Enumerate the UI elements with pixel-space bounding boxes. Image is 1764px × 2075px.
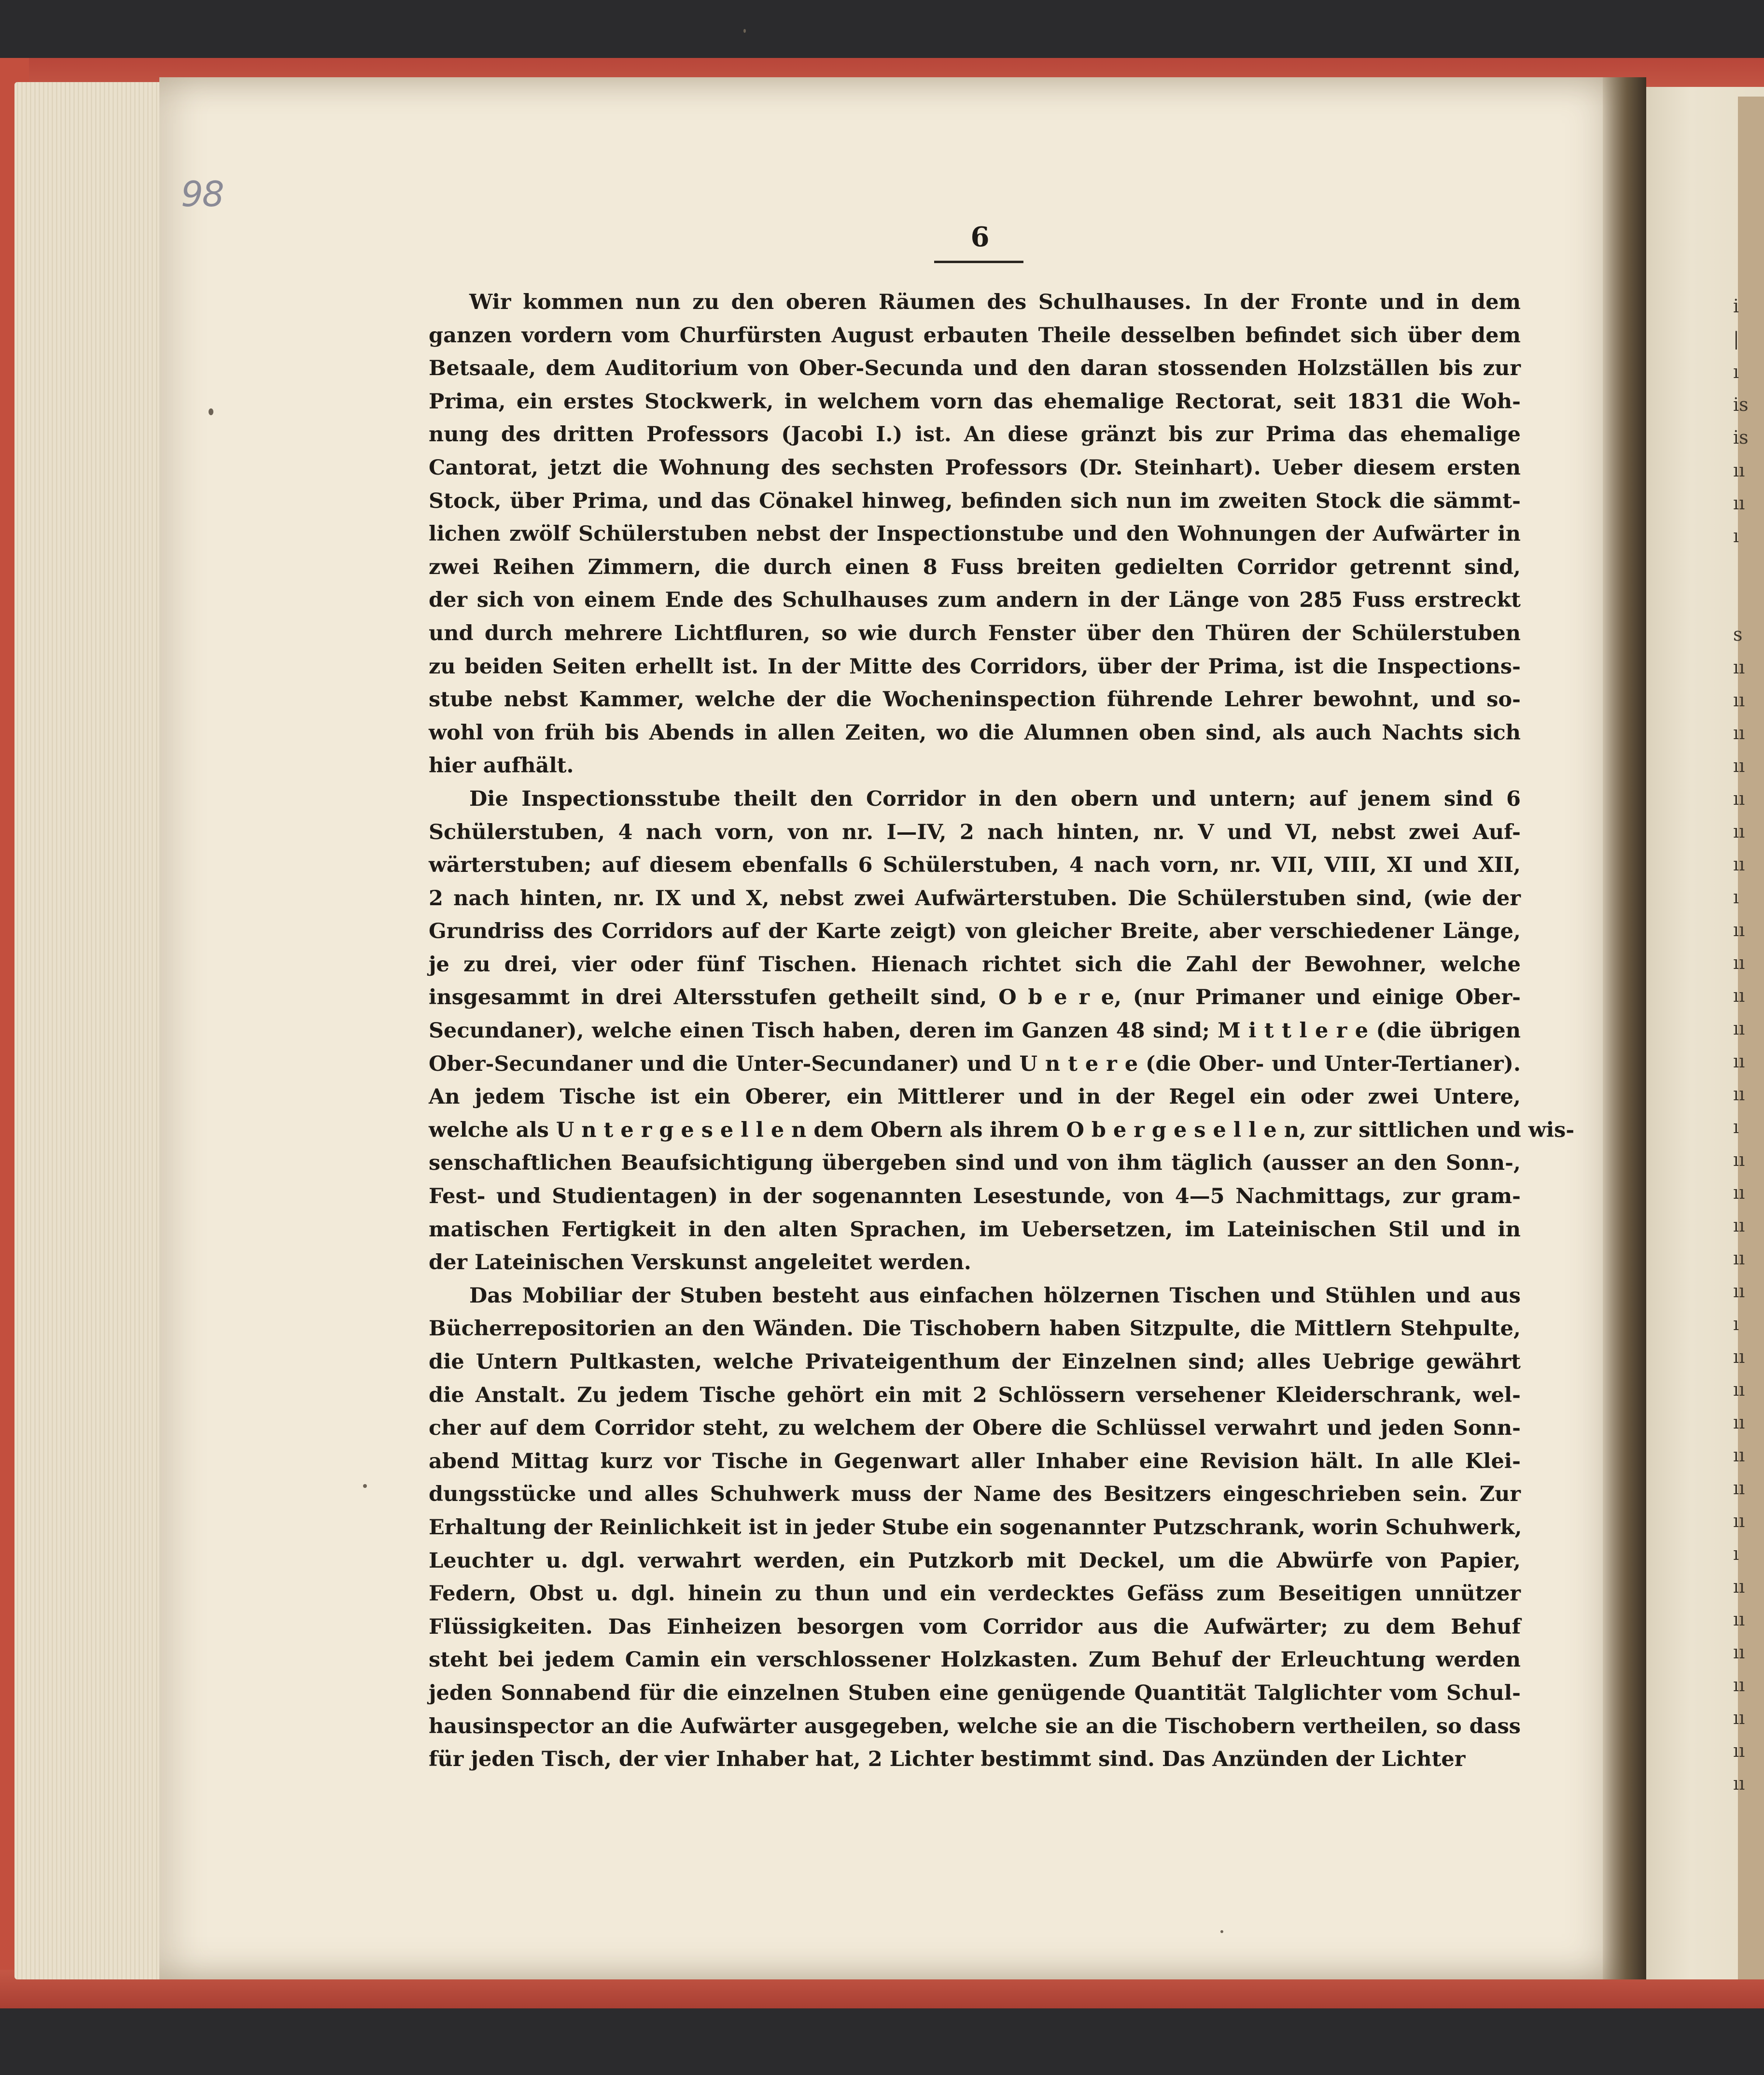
text-line: abend Mittag kurz vor Tische in Gegenwart aller Inhaber eine Revision hält. In alle Klei- bbox=[429, 1449, 1521, 1473]
text-line: zu beiden Seiten erhellt ist. In der Mitte des Corridors, über der Prima, ist die Inspections- bbox=[429, 654, 1521, 679]
text-line: Schülerstuben, 4 nach vorn, von nr. I—IV, 2 nach hinten, nr. V und VI, nebst zwei Auf- bbox=[429, 820, 1521, 844]
text-line: Fest- und Studientagen) in der sogenannten Lesestunde, von 4—5 Nachmittags, zur gram- bbox=[429, 1184, 1521, 1209]
text-line: der sich von einem Ende des Schulhauses zum andern in der Länge von 285 Fuss erstreckt bbox=[429, 588, 1521, 613]
body-text bbox=[429, 286, 1575, 1776]
facing-page-fragment: ıı bbox=[1733, 1182, 1745, 1203]
paragraph-3 bbox=[429, 1279, 1521, 1776]
facing-page-fragment: ıı bbox=[1733, 985, 1745, 1006]
text-line: lichen zwölf Schülerstuben nebst der Inspectionstube und den Wohnungen der Aufwärter in bbox=[429, 522, 1521, 547]
text-line: die Untern Pultkasten, welche Privateigenthum der Einzelnen sind; alles Uebrige gewährt bbox=[429, 1350, 1521, 1374]
text-line: wärterstuben; auf diesem ebenfalls 6 Schülerstuben, 4 nach vorn, nr. VII, VIII, XI und XII, bbox=[429, 853, 1521, 878]
text-line: Das Mobiliar der Stuben besteht aus einfachen hölzernen Tischen und Stühlen und aus bbox=[469, 1283, 1521, 1308]
text-line: Cantorat, jetzt die Wohnung des sechsten Professors (Dr. Steinhart). Ueber diesem ersten bbox=[429, 455, 1521, 480]
text-line: Erhaltung der Reinlichkeit ist in jeder Stube ein sogenannter Putzschrank, worin Schuhwerk, bbox=[429, 1515, 1522, 1540]
facing-page-fragment: ıı bbox=[1733, 722, 1745, 743]
facing-page-fragment: ıı bbox=[1733, 755, 1745, 776]
text-line: Secundaner), welche einen Tisch haben, deren im Ganzen 48 sind; M i t t l e r e (die übrigen bbox=[429, 1019, 1521, 1043]
paragraph-1 bbox=[429, 286, 1521, 783]
facing-page-fragment: ıı bbox=[1733, 1149, 1745, 1170]
text-line: 2 nach hinten, nr. IX und X, nebst zwei Aufwärterstuben. Die Schülerstuben sind, (wie der bbox=[429, 886, 1521, 911]
text-line: insgesammt in drei Altersstufen getheilt sind, O b e r e, (nur Primaner und einige Ober- bbox=[429, 985, 1521, 1010]
facing-page-fragment: ıı bbox=[1733, 1576, 1745, 1597]
page-number-underline bbox=[934, 261, 1023, 263]
facing-page-fragment: ıı bbox=[1733, 1346, 1745, 1367]
facing-page-fragment: ı bbox=[1733, 361, 1739, 382]
text-line: nung des dritten Professors (Jacobi I.) ist. An diese gränzt bis zur Prima das ehemalige bbox=[429, 422, 1521, 447]
text-line: die Anstalt. Zu jedem Tische gehört ein mit 2 Schlössern versehener Kleiderschrank, wel- bbox=[429, 1383, 1521, 1407]
facing-page-fragment: ıı bbox=[1733, 492, 1745, 514]
text-line: Prima, ein erstes Stockwerk, in welchem vorn das ehemalige Rectorat, seit 1831 die Woh- bbox=[429, 389, 1521, 414]
facing-page-fragment: is bbox=[1733, 427, 1749, 448]
text-line: der Lateinischen Verskunst angeleitet werden. bbox=[429, 1250, 971, 1275]
text-line: Bücherrepositorien an den Wänden. Die Tischobern haben Sitzpulte, die Mittlern Stehpulte, bbox=[429, 1317, 1521, 1341]
text-line: zwei Reihen Zimmern, die durch einen 8 Fuss breiten gedielten Corridor getrennt sind, bbox=[429, 555, 1521, 579]
facing-page-fragment: ıı bbox=[1733, 657, 1745, 678]
text-line: steht bei jedem Camin ein verschlossener Holzkasten. Zum Behuf der Erleuchtung werden bbox=[429, 1648, 1521, 1672]
text-line: hausinspector an die Aufwärter ausgegeben, welche sie an die Tischobern vertheilen, so dass bbox=[429, 1714, 1521, 1739]
facing-page-fragment: ı bbox=[1733, 525, 1739, 547]
facing-page-fragment: ı bbox=[1733, 1313, 1739, 1334]
facing-page-fragment: ıı bbox=[1733, 1051, 1745, 1072]
facing-page-fragment: ıı bbox=[1733, 1510, 1745, 1531]
facing-page-fragment: ıı bbox=[1733, 1707, 1745, 1728]
text-line: hier aufhält. bbox=[429, 754, 574, 778]
text-line: Wir kommen nun zu den oberen Räumen des Schulhauses. In der Fronte und in dem bbox=[469, 290, 1521, 314]
facing-page-fragment: ıı bbox=[1733, 788, 1745, 809]
stacked-page-edges bbox=[14, 82, 179, 1979]
page-number: 6 bbox=[970, 221, 990, 253]
paragraph-2 bbox=[429, 783, 1575, 1279]
text-line: cher auf dem Corridor steht, zu welchem der Obere die Schlüssel verwahrt und jeden Sonn- bbox=[429, 1416, 1521, 1441]
facing-page-fragment: is bbox=[1733, 394, 1749, 415]
text-line: Ober-Secundaner und die Unter-Secundaner) und U n t e r e (die Ober- und Unter-Tertianer). bbox=[429, 1052, 1521, 1076]
facing-page-fragment bbox=[1733, 552, 1762, 585]
text-line: Grundriss des Corridors auf der Karte zeigt) von gleicher Breite, aber verschiedener Länge, bbox=[429, 919, 1521, 944]
facing-page-text-fragments bbox=[1733, 290, 1762, 1835]
facing-page-fragment: ıı bbox=[1733, 1215, 1745, 1236]
facing-page-fragment: ıı bbox=[1733, 460, 1745, 481]
facing-page-fragment: | bbox=[1733, 328, 1739, 350]
facing-page-fragment: ıı bbox=[1733, 1773, 1745, 1794]
facing-page-fragment: ıı bbox=[1733, 1641, 1745, 1663]
text-line: welche als U n t e r g e s e l l e n dem Obern als ihrem O b e r g e s e l l e n, zur sittlichen und wis- bbox=[429, 1118, 1575, 1142]
facing-page-fragment: i bbox=[1733, 295, 1739, 317]
facing-page-fragment: ıı bbox=[1733, 1674, 1745, 1696]
text-line: Stock, über Prima, und das Cönakel hinweg, befinden sich nun im zweiten Stock die sämmt- bbox=[429, 489, 1521, 513]
facing-page-fragment: ıı bbox=[1733, 689, 1745, 711]
facing-page-fragment: ıı bbox=[1733, 1379, 1745, 1400]
text-line: Betsaale, dem Auditorium von Ober-Secunda und den daran stossenden Holzställen bis zur bbox=[429, 356, 1521, 381]
facing-page-fragment: ı bbox=[1733, 886, 1739, 908]
text-line: jeden Sonnabend für die einzelnen Stuben eine genügende Quantität Talglichter vom Schul- bbox=[429, 1681, 1521, 1705]
facing-page-fragment: ıı bbox=[1733, 1477, 1745, 1499]
facing-page-fragment: s bbox=[1733, 624, 1743, 645]
facing-page-fragment: ıı bbox=[1733, 1018, 1745, 1039]
text-line: wohl von früh bis Abends in allen Zeiten, wo die Alumnen oben sind, als auch Nachts sich bbox=[429, 720, 1521, 745]
text-line: je zu drei, vier oder fünf Tischen. Hienach richtet sich die Zahl der Bewohner, welche bbox=[429, 952, 1521, 977]
text-line: für jeden Tisch, der vier Inhaber hat, 2 Lichter bestimmt sind. Das Anzünden der Lichter bbox=[429, 1747, 1466, 1772]
text-line: Die Inspectionsstube theilt den Corridor in den obern und untern; auf jenem sind 6 bbox=[469, 786, 1521, 811]
facing-page-fragment: ıı bbox=[1733, 1280, 1745, 1302]
facing-page-fragment: ıı bbox=[1733, 854, 1745, 875]
text-line: Leuchter u. dgl. verwahrt werden, ein Putzkorb mit Deckel, um die Abwürfe von Papier, bbox=[429, 1548, 1521, 1573]
text-line: und durch mehrere Lichtfluren, so wie durch Fenster über den Thüren der Schülerstuben bbox=[429, 621, 1521, 645]
facing-page-fragment: ı bbox=[1733, 1543, 1739, 1564]
text-line: Federn, Obst u. dgl. hinein zu thun und ein verdecktes Gefäss zum Beseitigen unnützer bbox=[429, 1582, 1521, 1606]
page-gutter-shadow bbox=[1603, 77, 1646, 1979]
facing-page-fragment: ı bbox=[1733, 1116, 1739, 1137]
text-line: dungsstücke und alles Schuhwerk muss der Name des Besitzers eingeschrieben sein. Zur bbox=[429, 1482, 1521, 1507]
facing-page-fragment: ıı bbox=[1733, 1248, 1745, 1269]
facing-page-fragment: ıı bbox=[1733, 821, 1745, 842]
facing-page-fragment: ıı bbox=[1733, 1083, 1745, 1105]
facing-page-fragment bbox=[1733, 585, 1762, 618]
text-line: ganzen vordern vom Churfürsten August erbauten Theile desselben befindet sich über dem bbox=[429, 323, 1521, 348]
text-line: matischen Fertigkeit in den alten Sprachen, im Uebersetzen, im Lateinischen Stil und in bbox=[429, 1217, 1521, 1242]
facing-page-fragment: ıı bbox=[1733, 1609, 1745, 1630]
text-line: An jedem Tische ist ein Oberer, ein Mittlerer und in der Regel ein oder zwei Untere, bbox=[429, 1085, 1521, 1109]
facing-page-fragment: ıı bbox=[1733, 919, 1745, 940]
text-line: senschaftlichen Beaufsichtigung übergeben sind und von ihm täglich (ausser an den Sonn-, bbox=[429, 1151, 1521, 1176]
handwritten-margin-note: 98 bbox=[181, 174, 224, 214]
facing-page-fragment: ıı bbox=[1733, 1444, 1745, 1466]
facing-page-fragment: ıı bbox=[1733, 1740, 1745, 1761]
text-line: Flüssigkeiten. Das Einheizen besorgen vom Corridor aus die Aufwärter; zu dem Behuf bbox=[429, 1614, 1521, 1639]
facing-page-fragment: ıı bbox=[1733, 1412, 1745, 1433]
text-line: stube nebst Kammer, welche der die Wocheninspection führende Lehrer bewohnt, und so- bbox=[429, 687, 1521, 712]
facing-page-fragment: ıı bbox=[1733, 952, 1745, 973]
